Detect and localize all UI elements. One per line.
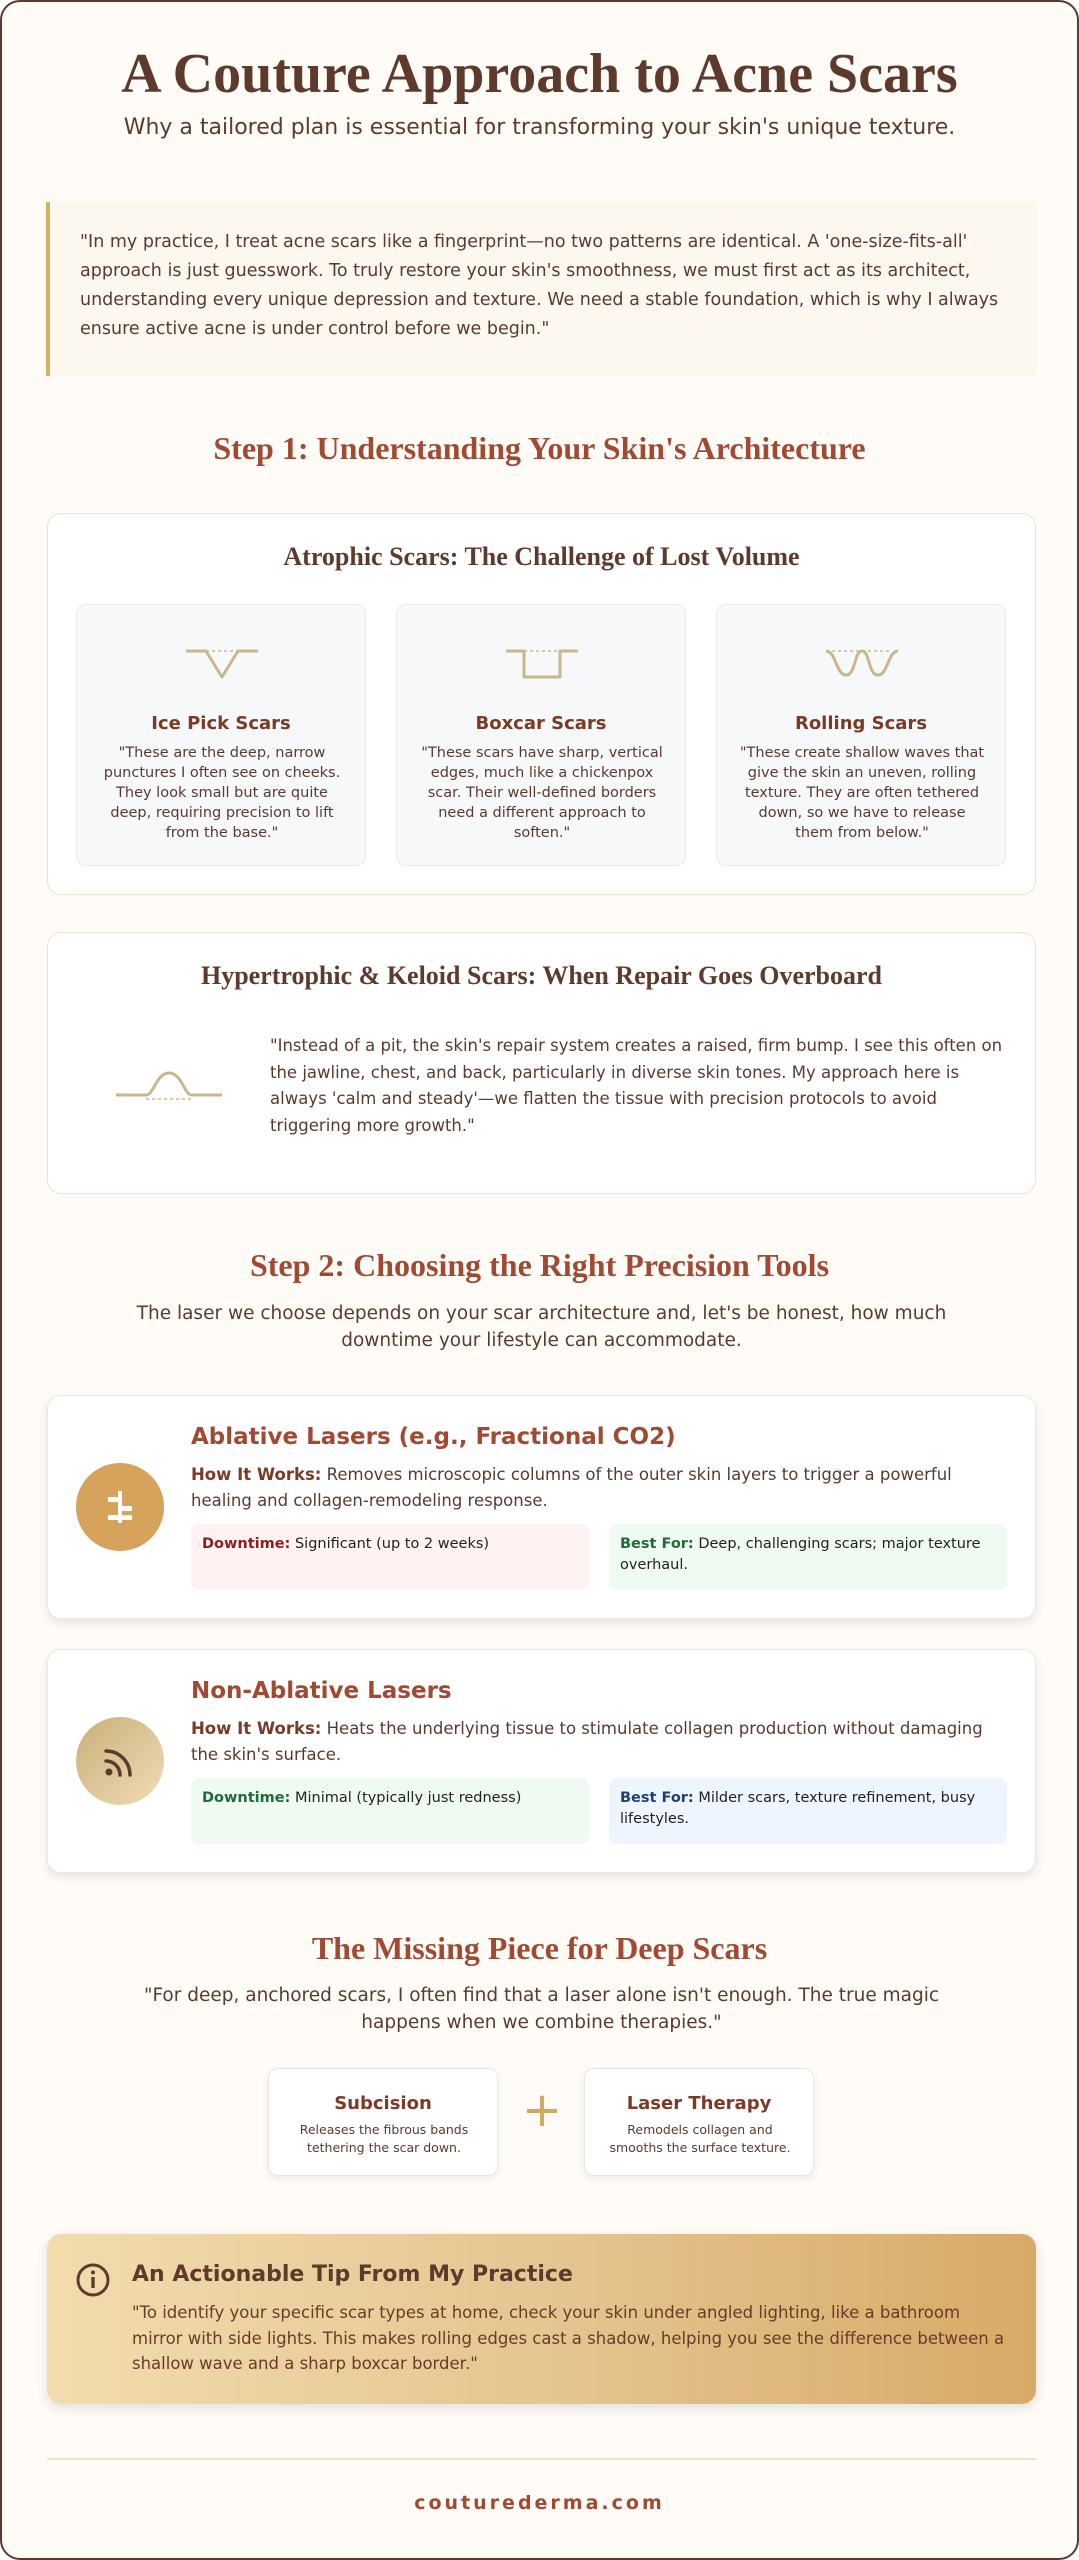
best-for-badge [609, 1778, 1007, 1844]
atrophic-scars-card [47, 513, 1036, 895]
therapy-description: Remodels collagen and smooths the surface texture. [609, 2122, 791, 2155]
scar-name: Ice Pick Scars [151, 713, 291, 734]
best-for-value: Milder scars, texture refinement, busy lifestyles. [620, 1790, 976, 1827]
therapy-name: Subcision [334, 2093, 432, 2114]
laser-how-it-works [191, 1462, 1011, 1514]
missing-piece-quote: "For deep, anchored scars, I often find that a laser alone isn't enough. The true magic happens when we combine therapies." [143, 1985, 940, 2033]
downtime-value: Minimal (typically just redness) [294, 1790, 522, 1806]
footer-divider [47, 2458, 1036, 2460]
non-ablative-laser-icon [76, 1717, 164, 1805]
best-for-value: Deep, challenging scars; major texture overhaul. [620, 1536, 981, 1573]
how-label: How It Works: [191, 1719, 322, 1738]
intro-quote: "In my practice, I treat acne scars like a fingerprint—no two patterns are identical. A 'one-size-fits-all' approach is just guesswork. To truly restore your skin's smoothness, we must first act as its architect, understanding every unique depression and texture. We need a stable foundation, which is why I always ensure active acne is under control before we begin." [46, 202, 1037, 376]
raised-scar-icon [114, 1063, 224, 1103]
downtime-badge [191, 1524, 589, 1590]
ablative-laser-card [47, 1395, 1036, 1619]
ablative-laser-icon [76, 1463, 164, 1551]
rolling-scar-card [716, 604, 1006, 866]
hypertrophic-scars-card [47, 932, 1036, 1194]
downtime-value: Significant (up to 2 weeks) [294, 1536, 490, 1552]
scar-description: "These scars have sharp, vertical edges, much like a chickenpox scar. Their well-defined borders need a different approach to soften." [421, 745, 663, 841]
ice-pick-scar-card [76, 604, 366, 866]
page-title: A Couture Approach to Acne Scars [121, 43, 958, 105]
therapy-description: Releases the fibrous bands tethering the scar down. [299, 2122, 469, 2155]
scar-name: Boxcar Scars [475, 713, 607, 734]
actionable-tip-card [47, 2234, 1036, 2404]
how-text: Heats the underlying tissue to stimulate collagen production without damaging the skin's surface. [191, 1719, 983, 1764]
step2-title: Step 2: Choosing the Right Precision Tools [249, 1247, 830, 1283]
tip-text: "To identify your specific scar types at home, check your skin under angled lighting, like a bathroom mirror with side lights. This makes rolling edges cast a shadow, helping you see the difference between a shallow wave and a sharp boxcar border." [132, 2303, 1005, 2373]
step2-intro: The laser we choose depends on your scar architecture and, let's be honest, how much downtime your lifestyle can accommodate. [136, 1303, 947, 1351]
missing-piece-title: The Missing Piece for Deep Scars [311, 1930, 768, 1966]
boxcar-scar-icon [502, 643, 582, 683]
scar-description: "These create shallow waves that give the skin an uneven, rolling texture. They are often tethered down, so we have to release them from below." [739, 745, 985, 841]
downtime-badge [191, 1778, 589, 1844]
atrophic-card-title: Atrophic Scars: The Challenge of Lost Volume [283, 542, 800, 571]
best-for-badge [609, 1524, 1007, 1590]
hypertrophic-description: "Instead of a pit, the skin's repair system creates a raised, firm bump. I see this often on the jawline, chest, and back, particularly in diverse skin tones. My approach here is always 'calm and steady'—we flatten the tissue with precision protocols to avoid triggering more growth." [270, 1036, 1003, 1135]
laser-title: Non-Ablative Lasers [191, 1678, 452, 1704]
how-text: Removes microscopic columns of the outer skin layers to trigger a powerful healing and collagen-remodeling response. [191, 1465, 952, 1510]
how-label: How It Works: [191, 1465, 322, 1484]
downtime-label: Downtime: [202, 1536, 291, 1552]
info-icon [75, 2262, 111, 2298]
rolling-scar-icon [822, 643, 902, 683]
page-subtitle: Why a tailored plan is essential for transforming your skin's unique texture. [123, 115, 956, 140]
laser-therapy-card [584, 2068, 814, 2176]
downtime-label: Downtime: [202, 1790, 291, 1806]
scar-description: "These are the deep, narrow punctures I often see on cheeks. They look small but are quite deep, requiring precision to lift from the base." [103, 745, 341, 841]
boxcar-scar-card [396, 604, 686, 866]
non-ablative-laser-card [47, 1649, 1036, 1873]
laser-how-it-works [191, 1716, 1011, 1768]
tip-title: An Actionable Tip From My Practice [132, 2262, 573, 2287]
footer-site-link[interactable]: couturederma.com [414, 2492, 665, 2514]
best-for-label: Best For: [620, 1790, 694, 1806]
plus-icon: + [521, 2082, 563, 2138]
best-for-label: Best For: [620, 1536, 694, 1552]
hypertrophic-card-title: Hypertrophic & Keloid Scars: When Repair Goes Overboard [200, 961, 883, 990]
step1-title: Step 1: Understanding Your Skin's Architecture [213, 430, 866, 466]
therapy-name: Laser Therapy [626, 2093, 772, 2114]
ice-pick-scar-icon [182, 643, 262, 683]
laser-title: Ablative Lasers (e.g., Fractional CO2) [191, 1424, 676, 1450]
scar-name: Rolling Scars [794, 713, 928, 734]
subcision-card [268, 2068, 498, 2176]
